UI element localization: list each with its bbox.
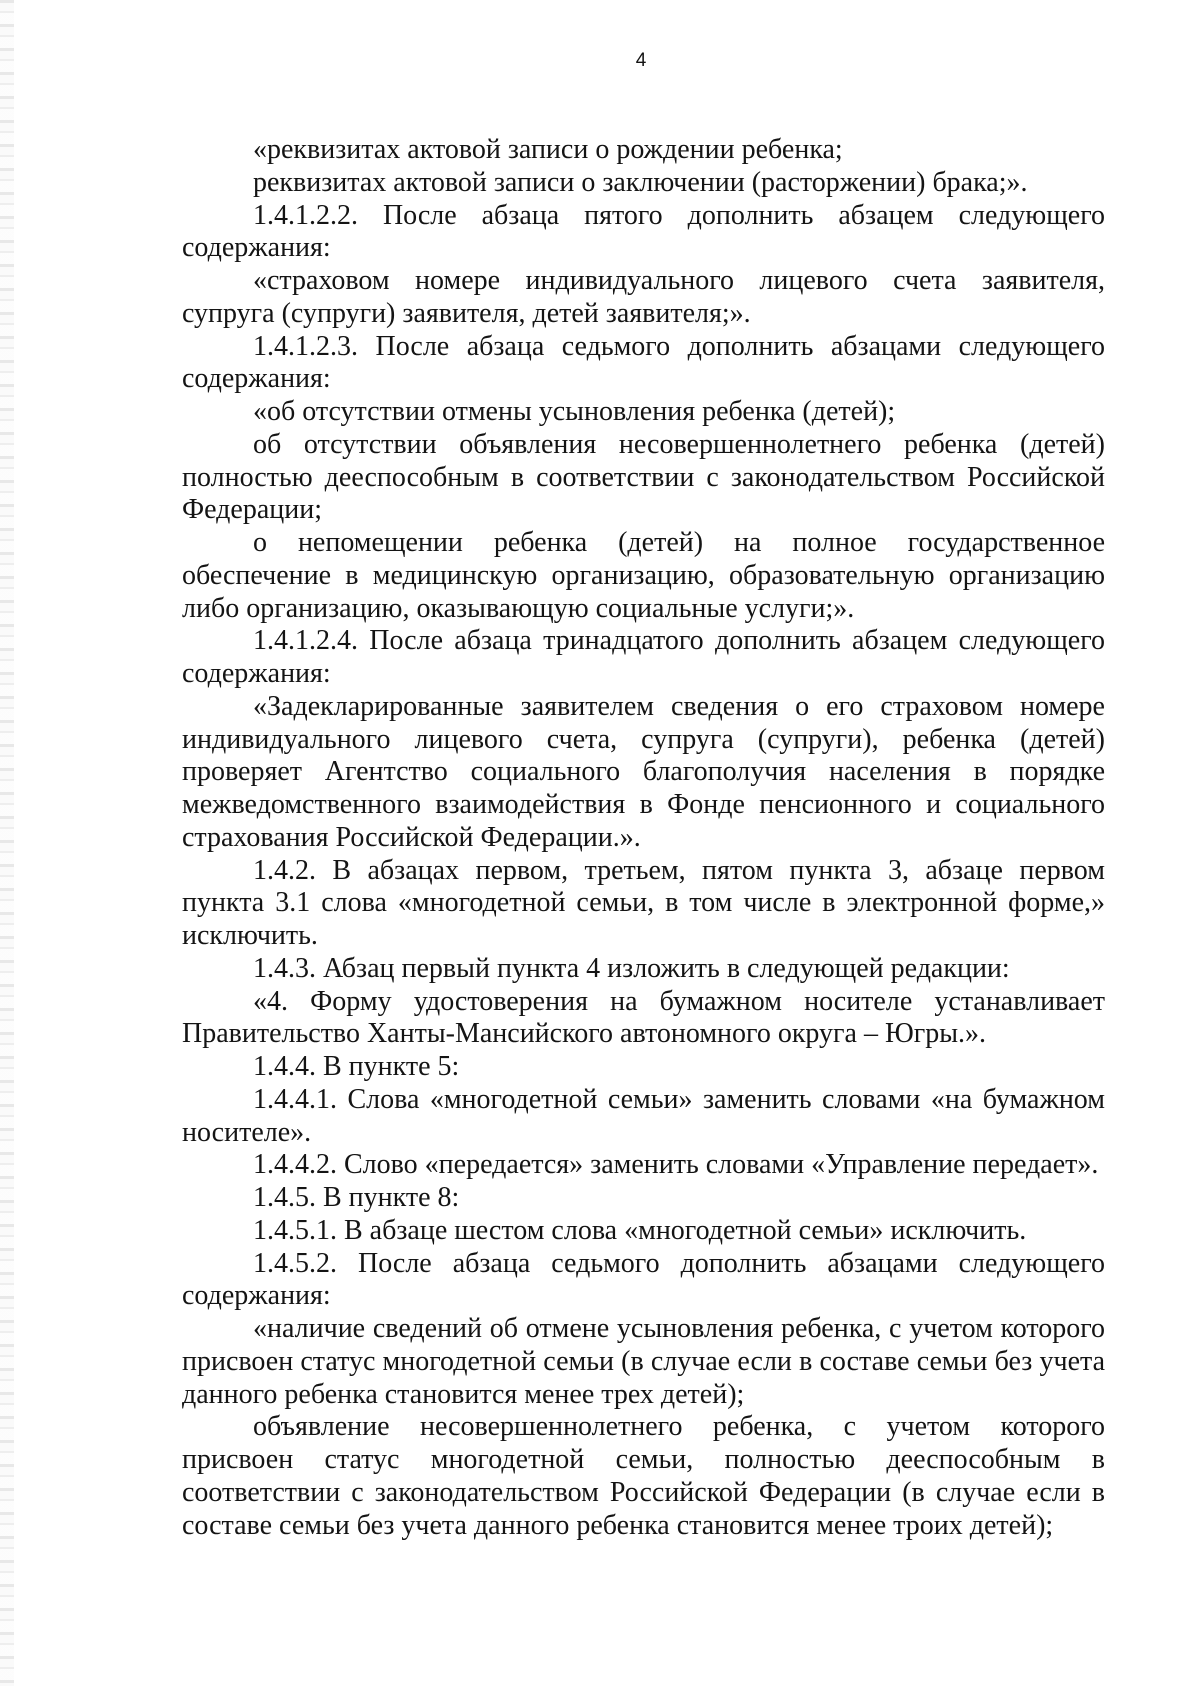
- paragraph: «реквизитах актовой записи о рождении ребенка;: [253, 134, 843, 165]
- paragraph: «наличие сведений об отмене усыновления ребенка, с учетом которого присвоен статус многодетной семьи (в случае если в составе семьи без учета данного ребенка становится менее трех детей);: [182, 1313, 1105, 1410]
- paragraph: 1.4.2. В абзацах первом, третьем, пятом пункта 3, абзаце первом пункта 3.1 слова «многодетной семьи, в том числе в электронной форме,» исключить.: [182, 854, 1105, 951]
- paragraph: 1.4.1.2.2. После абзаца пятого дополнить абзацем следующего содержания:: [182, 199, 1105, 264]
- paragraph: об отсутствии объявления несовершеннолетнего ребенка (детей) полностью дееспособным в соответствии с законодательством Российской Федерации;: [182, 428, 1105, 526]
- paragraph: 1.4.4.2. Слово «передается» заменить словами «Управление передает».: [253, 1149, 1099, 1181]
- paragraph: 1.4.1.2.4. После абзаца тринадцатого дополнить абзацем следующего содержания:: [182, 625, 1105, 689]
- paragraph: 1.4.4. В пункте 5:: [253, 1051, 460, 1082]
- paragraph: о непомещении ребенка (детей) на полное государственное обеспечение в медицинскую организацию, образовательную организацию либо организацию, оказывающую социальные услуги;».: [182, 527, 1105, 624]
- document-body: [182, 134, 1105, 1542]
- paragraph: 1.4.5.2. После абзаца седьмого дополнить абзацами следующего содержания:: [182, 1247, 1105, 1312]
- paragraph: реквизитах актовой записи о заключении (расторжении) брака;».: [253, 166, 1028, 198]
- paragraph: «страховом номере индивидуального лицевого счета заявителя, супруга (супруги) заявителя, детей заявителя;».: [182, 265, 1105, 329]
- paragraph: 1.4.5. В пункте 8:: [253, 1182, 460, 1213]
- paragraph: «Задекларированные заявителем сведения о его страховом номере индивидуального лицевого счета, супруга (супруги), ребенка (детей) проверяет Агентство социального благополучия населения в порядке межведомственного взаимодействия в Фонде пенсионного и социального страхования Российской Федерации.».: [182, 690, 1105, 853]
- page-number: 4: [635, 50, 647, 71]
- scan-edge-marks: [0, 0, 14, 1686]
- paragraph: 1.4.5.1. В абзаце шестом слова «многодетной семьи» исключить.: [253, 1214, 1027, 1246]
- paragraph: объявление несовершеннолетнего ребенка, с учетом которого присвоен статус многодетной семьи, полностью дееспособным в соответствии с законодательством Российской Федерации (в случае если в составе семьи без учета данного ребенка становится менее троих детей);: [182, 1411, 1105, 1541]
- paragraph: «об отсутствии отмены усыновления ребенка (детей);: [253, 396, 896, 427]
- paragraph: «4. Форму удостоверения на бумажном носителе устанавливает Правительство Ханты-Мансийского автономного округа – Югры.».: [182, 985, 1105, 1050]
- paragraph: 1.4.1.2.3. После абзаца седьмого дополнить абзацами следующего содержания:: [182, 330, 1105, 395]
- paragraph: 1.4.3. Абзац первый пункта 4 изложить в следующей редакции:: [253, 952, 1010, 984]
- paragraph: 1.4.4.1. Слова «многодетной семьи» заменить словами «на бумажном носителе».: [182, 1083, 1105, 1148]
